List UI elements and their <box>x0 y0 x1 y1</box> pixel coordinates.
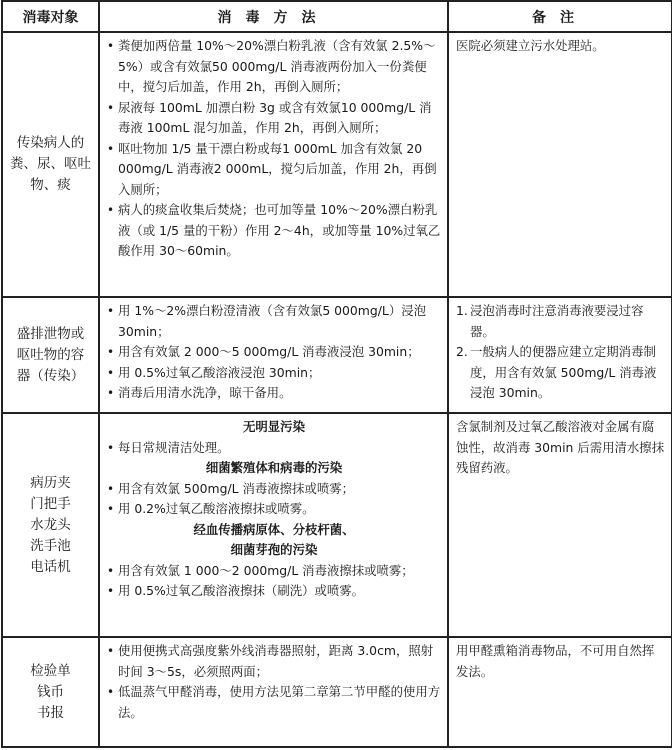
method-cell <box>99 297 448 413</box>
note-item: 2. 一般病人的便器应建立定期消毒制度，用含有效氯 500mg/L 消毒液浸泡 30min。 <box>456 344 657 400</box>
target-cell: 盛排泄物或 呕吐物的容 器（传染） <box>2 297 99 413</box>
table-row <box>2 637 672 747</box>
header-row <box>2 1 672 32</box>
list-item: • 用 0.5%过氧乙酸溶液浸泡 30min； <box>107 363 441 384</box>
method-cell <box>99 413 448 637</box>
note-item: 1. 浸泡消毒时注意消毒液要浸过容器。 <box>456 303 644 339</box>
note-cell: 医院必须建立污水处理站。 <box>448 32 672 297</box>
header-method: 消毒方法 <box>99 1 448 32</box>
list-item: • 用 1%～2%漂白粉澄清液（含有效氯5 000mg/L）浸泡 30min； <box>107 301 441 342</box>
disinfection-table <box>1 0 672 748</box>
list-item: • 用含有效氯 1 000～2 000mg/L 消毒液擦抹或喷雾； <box>107 561 441 582</box>
header-note: 备注 <box>448 1 672 32</box>
list-item: • 低温蒸气甲醛消毒，使用方法见第二章第二节甲醛的使用方法。 <box>107 682 441 723</box>
note-cell <box>448 297 672 413</box>
note-cell: 用甲醛熏箱消毒物品，不可用自然挥发法。 <box>448 637 672 747</box>
subheading: 细菌芽孢的污染 <box>230 542 318 557</box>
list-item: • 用含有效氯 2 000～5 000mg/L 消毒液浸泡 30min； <box>107 342 441 363</box>
target-cell: 检验单 钱币 书报 <box>2 637 99 747</box>
list-item: • 粪便加两倍量 10%～20%漂白粉乳液（含有效氯 2.5%～5%）或含有效氯50 000mg/L 消毒液两份加入一份粪便中，搅匀后加盖，作用 2h，再倒入厕所； <box>107 36 441 98</box>
list-item: • 用 0.5%过氧乙酸溶液擦抹（刷洗）或喷雾。 <box>107 581 441 602</box>
subheading: 细菌繁殖体和病毒的污染 <box>205 460 343 475</box>
method-cell <box>99 32 448 297</box>
subheading: 无明显污染 <box>243 419 305 434</box>
target-cell: 传染病人的 粪、尿、呕吐 物、痰 <box>2 32 99 297</box>
target-cell: 病历夹 门把手 水龙头 洗手池 电话机 <box>2 413 99 637</box>
list-item: • 使用便携式高强度紫外线消毒器照射，距离 3.0cm，照射时间 3～5s，必须照两面； <box>107 641 441 682</box>
table-row <box>2 32 672 297</box>
list-item: • 用含有效氯 500mg/L 消毒液擦抹或喷雾； <box>107 479 441 500</box>
subheading: 经血传播病原体、分枝杆菌、 <box>193 521 355 537</box>
list-item: • 消毒后用清水洗净，晾干备用。 <box>107 383 441 404</box>
header-target: 消毒对象 <box>2 1 99 32</box>
list-item: • 病人的痰盒收集后焚烧；也可加等量 10%～20%漂白粉乳液（或 1/5 量的干粉）作用 2～4h，或加等量 10%过氧乙酸作用 30～60min。 <box>107 200 441 262</box>
list-item: • 尿液每 100mL 加漂白粉 3g 或含有效氯10 000mg/L 消毒液 100mL 混匀加盖，作用 2h，再倒入厕所； <box>107 98 441 139</box>
list-item: • 用 0.2%过氧乙酸溶液擦抹或喷雾。 <box>107 499 441 520</box>
table-row <box>2 413 672 637</box>
list-item: • 每日常规清洁处理。 <box>107 438 441 459</box>
table-row <box>2 297 672 413</box>
note-cell: 含氯制剂及过氧乙酸溶液对金属有腐蚀性，故消毒 30min 后需用清水擦抹残留药液。 <box>448 413 672 637</box>
list-item: • 呕吐物加 1/5 量干漂白粉或每1 000mL 加含有效氯 20 000mg/L 消毒液2 000mL，搅匀后加盖，作用 2h，再倒入厕所； <box>107 139 441 201</box>
method-cell <box>99 637 448 747</box>
